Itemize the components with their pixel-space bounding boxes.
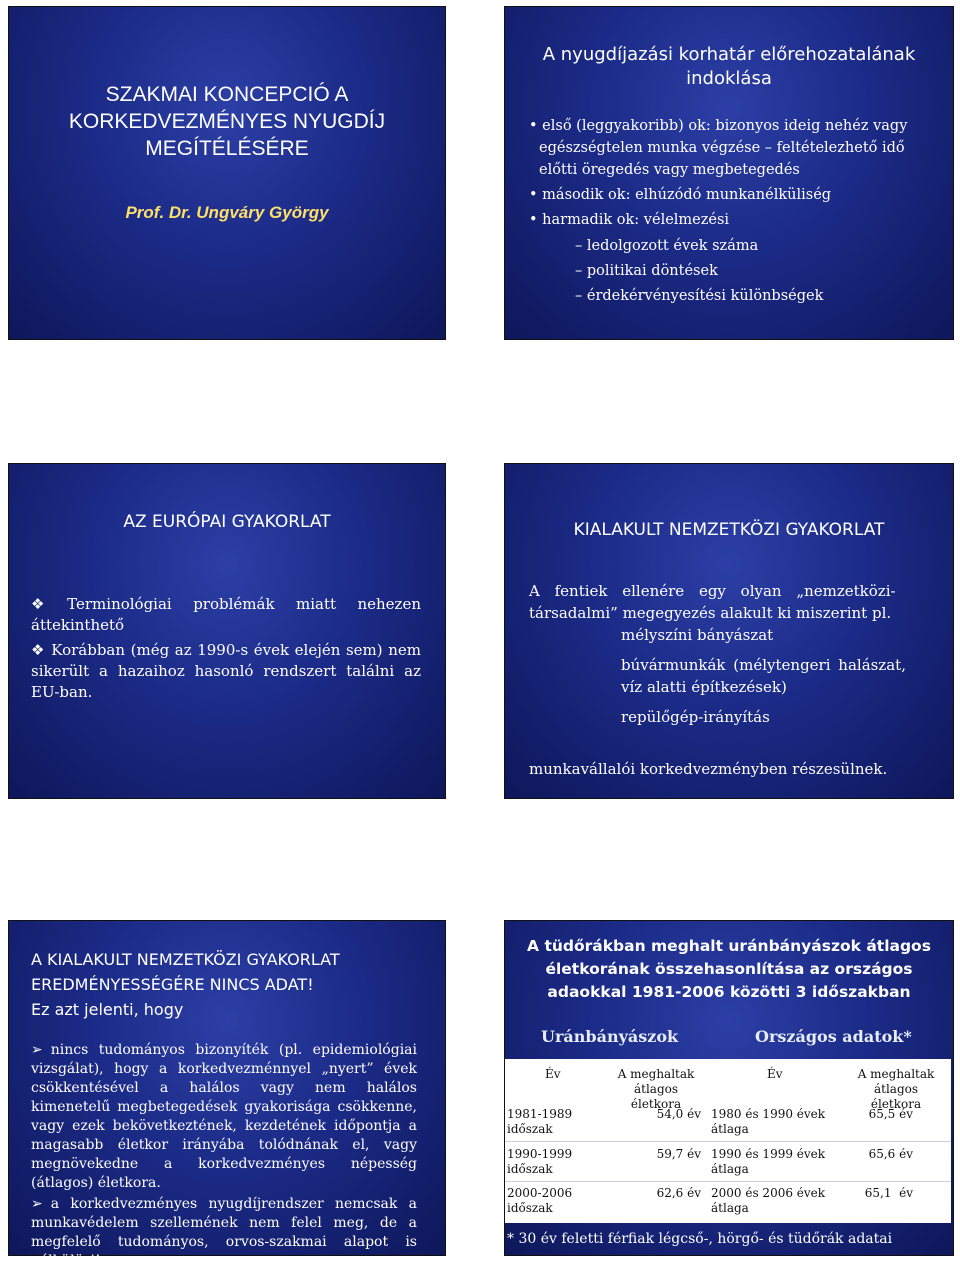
cell-line: átlaga bbox=[711, 1201, 749, 1215]
cell-line: 1980 és 1990 évek bbox=[711, 1107, 826, 1121]
cell-line: átlaga bbox=[711, 1122, 749, 1136]
list-item: repülőgép-irányítás bbox=[621, 708, 770, 726]
sub-item bbox=[527, 284, 939, 309]
cell-line: 2000-2006 bbox=[507, 1186, 573, 1200]
diamond-bullet-icon: ❖ bbox=[31, 641, 46, 659]
table-cell-period bbox=[507, 1147, 572, 1177]
sub-item-text: politikai döntések bbox=[586, 263, 718, 279]
bullet-dot-icon: • bbox=[529, 187, 538, 203]
cell-line: 1990 és 1999 évek bbox=[711, 1147, 826, 1161]
column-header-line: átlagos életkora bbox=[870, 1082, 922, 1111]
column-header: Év bbox=[767, 1067, 783, 1081]
table-cell-national-period bbox=[711, 1107, 825, 1137]
column-header-line: A meghaltak bbox=[857, 1067, 935, 1081]
table-cell-national-age: 65,6 év bbox=[868, 1147, 913, 1161]
slide-body bbox=[529, 580, 923, 780]
dash-icon: – bbox=[575, 238, 583, 254]
sub-item bbox=[527, 234, 939, 259]
list-item bbox=[31, 640, 421, 703]
heading-line: indoklása bbox=[686, 68, 772, 89]
slide-heading bbox=[505, 935, 953, 1004]
table-cell-national-period bbox=[711, 1147, 825, 1177]
presentation-title bbox=[9, 81, 445, 162]
column-header: Év bbox=[545, 1067, 561, 1081]
table-cell-national-age: 65,5 év bbox=[868, 1107, 913, 1121]
row-divider bbox=[505, 1181, 951, 1182]
cell-line: időszak bbox=[507, 1201, 553, 1215]
table-cell-period bbox=[507, 1186, 572, 1216]
list-item: búvármunkák (mélytengeri halászat, bbox=[621, 656, 906, 674]
bullet-text: harmadik ok: vélelmezési bbox=[542, 212, 730, 228]
dash-icon: – bbox=[575, 288, 583, 304]
slide-body bbox=[31, 1041, 417, 1271]
list-item-text: nincs tudományos bizonyíték (pl. epidemiológiai vizsgálat), hogy a korkedvezménnyel „nyert” évek csökkentésével a halálos vagy nem halálos kimenetelű megbetegedések gyakorisága csökkenne, vagy ezek bekövetkeztének, kezdetének időpontja a magasabb életkor irányába tolódnának el, vagy megnövekedne a korkedvezményes népesség (átlagos) életkora. bbox=[31, 1042, 417, 1191]
heading-line: A KIALAKULT NEMZETKÖZI GYAKORLAT bbox=[31, 950, 340, 969]
intro-line: A fentiek ellenére egy olyan „nemzetközi- bbox=[529, 582, 896, 600]
heading-line: EREDMÉNYESSÉGÉRE NINCS ADAT! bbox=[31, 975, 314, 994]
row-divider bbox=[505, 1141, 951, 1142]
column-header bbox=[611, 1067, 701, 1112]
slide-comparison-table bbox=[504, 920, 954, 1256]
bullet-text: első (leggyakoribb) ok: bizonyos ideig nehéz vagy bbox=[542, 118, 908, 134]
arrow-bullet-icon: ➢ bbox=[31, 1042, 43, 1058]
bullet-item bbox=[527, 184, 939, 206]
cell-line: időszak bbox=[507, 1122, 553, 1136]
title-line: MEGÍTÉLÉSÉRE bbox=[145, 137, 309, 160]
closing-text: munkavállalói korkedvezményben részesülnek. bbox=[529, 760, 888, 778]
bullet-text: egészségtelen munka végzése – feltételezhető idő bbox=[539, 140, 905, 156]
heading-line: A tüdőrákban meghalt uránbányászok átlagos bbox=[527, 937, 931, 955]
bullet-dot-icon: • bbox=[529, 118, 538, 134]
footnote: * 30 év feletti férfiak légcső-, hörgő- és tüdőrák adatai bbox=[507, 1231, 893, 1247]
cell-line: 2000 és 2006 évek bbox=[711, 1186, 826, 1200]
table-cell-period bbox=[507, 1107, 572, 1137]
column-header-line: átlagos életkora bbox=[630, 1082, 682, 1111]
list-item-text: a korkedvezményes nyugdíjrendszer nemcsak a munkavédelem szellemének nem felel meg, de a megfelelő tudományos, orvos-szakmai alapot is nélkülözi! bbox=[31, 1196, 417, 1269]
sub-item-text: érdekérvényesítési különbségek bbox=[586, 288, 824, 304]
arrow-bullet-icon: ➢ bbox=[31, 1196, 43, 1212]
cell-line: 1990-1999 bbox=[507, 1147, 573, 1161]
bullet-dot-icon: • bbox=[529, 212, 538, 228]
list-item bbox=[31, 594, 421, 636]
slide-heading bbox=[31, 947, 435, 1022]
slide-european-practice bbox=[8, 463, 446, 799]
table-cell-age: 62,6 év bbox=[656, 1186, 701, 1200]
slide-no-data bbox=[8, 920, 446, 1269]
column-header bbox=[851, 1067, 941, 1112]
title-line: SZAKMAI KONCEPCIÓ A bbox=[105, 83, 349, 106]
list-item bbox=[31, 1195, 417, 1271]
slide-heading: AZ EURÓPAI GYAKORLAT bbox=[123, 512, 331, 532]
group-label-uranium: Uránbányászok bbox=[541, 1027, 679, 1046]
list-item bbox=[31, 1041, 417, 1193]
table-cell-age: 54,0 év bbox=[656, 1107, 701, 1121]
bullet-text: előtti öregedés vagy megbetegedés bbox=[539, 162, 800, 178]
slide-heading bbox=[505, 43, 953, 91]
data-table bbox=[505, 1059, 951, 1223]
bullet-item bbox=[527, 209, 939, 231]
list-item: víz alatti építkezések) bbox=[621, 678, 787, 696]
list-item: mélyszíni bányászat bbox=[621, 626, 774, 644]
table-cell-age: 59,7 év bbox=[656, 1147, 701, 1161]
slide-title bbox=[8, 6, 446, 340]
diamond-bullet-icon: ❖ bbox=[31, 595, 62, 613]
title-line: KORKEDVEZMÉNYES NYUGDÍJ bbox=[68, 110, 386, 133]
table-cell-national-age: 65,1 év bbox=[864, 1186, 913, 1200]
dash-icon: – bbox=[575, 263, 583, 279]
column-header-line: A meghaltak bbox=[617, 1067, 695, 1081]
sub-item bbox=[527, 259, 939, 284]
cell-line: időszak bbox=[507, 1162, 553, 1176]
heading-line: életkorának összehasonlítása az országos bbox=[545, 960, 913, 978]
slide-heading: KIALAKULT NEMZETKÖZI GYAKORLAT bbox=[573, 520, 885, 540]
intro-line: társadalmi” megegyezés alakult ki miszerint pl. bbox=[529, 604, 892, 622]
group-label-national: Országos adatok* bbox=[755, 1027, 912, 1046]
cell-line: átlaga bbox=[711, 1162, 749, 1176]
slide-reasons bbox=[504, 6, 954, 340]
slide-international-practice bbox=[504, 463, 954, 799]
list-item-text: Terminológiai problémák miatt nehezen áttekinthető bbox=[31, 595, 421, 634]
author-name: Prof. Dr. Ungváry György bbox=[125, 203, 329, 222]
cell-line: 1981-1989 bbox=[507, 1107, 573, 1121]
sub-item-text: ledolgozott évek száma bbox=[586, 238, 759, 254]
heading-line: adaokkal 1981-2006 közötti 3 időszakban bbox=[547, 983, 911, 1001]
table-cell-national-period bbox=[711, 1186, 825, 1216]
bullet-item bbox=[527, 115, 939, 181]
bullet-text: második ok: elhúzódó munkanélküliség bbox=[542, 187, 832, 203]
heading-line: A nyugdíjazási korhatár előrehozatalának bbox=[542, 44, 916, 65]
list-item-text: Korábban (még az 1990-s évek elején sem) nem sikerült a hazaihoz hasonló rendszert találni az EU-ban. bbox=[31, 641, 421, 701]
slide-body bbox=[527, 115, 939, 309]
slide-body bbox=[31, 594, 421, 703]
heading-line: Ez azt jelenti, hogy bbox=[31, 1000, 184, 1019]
